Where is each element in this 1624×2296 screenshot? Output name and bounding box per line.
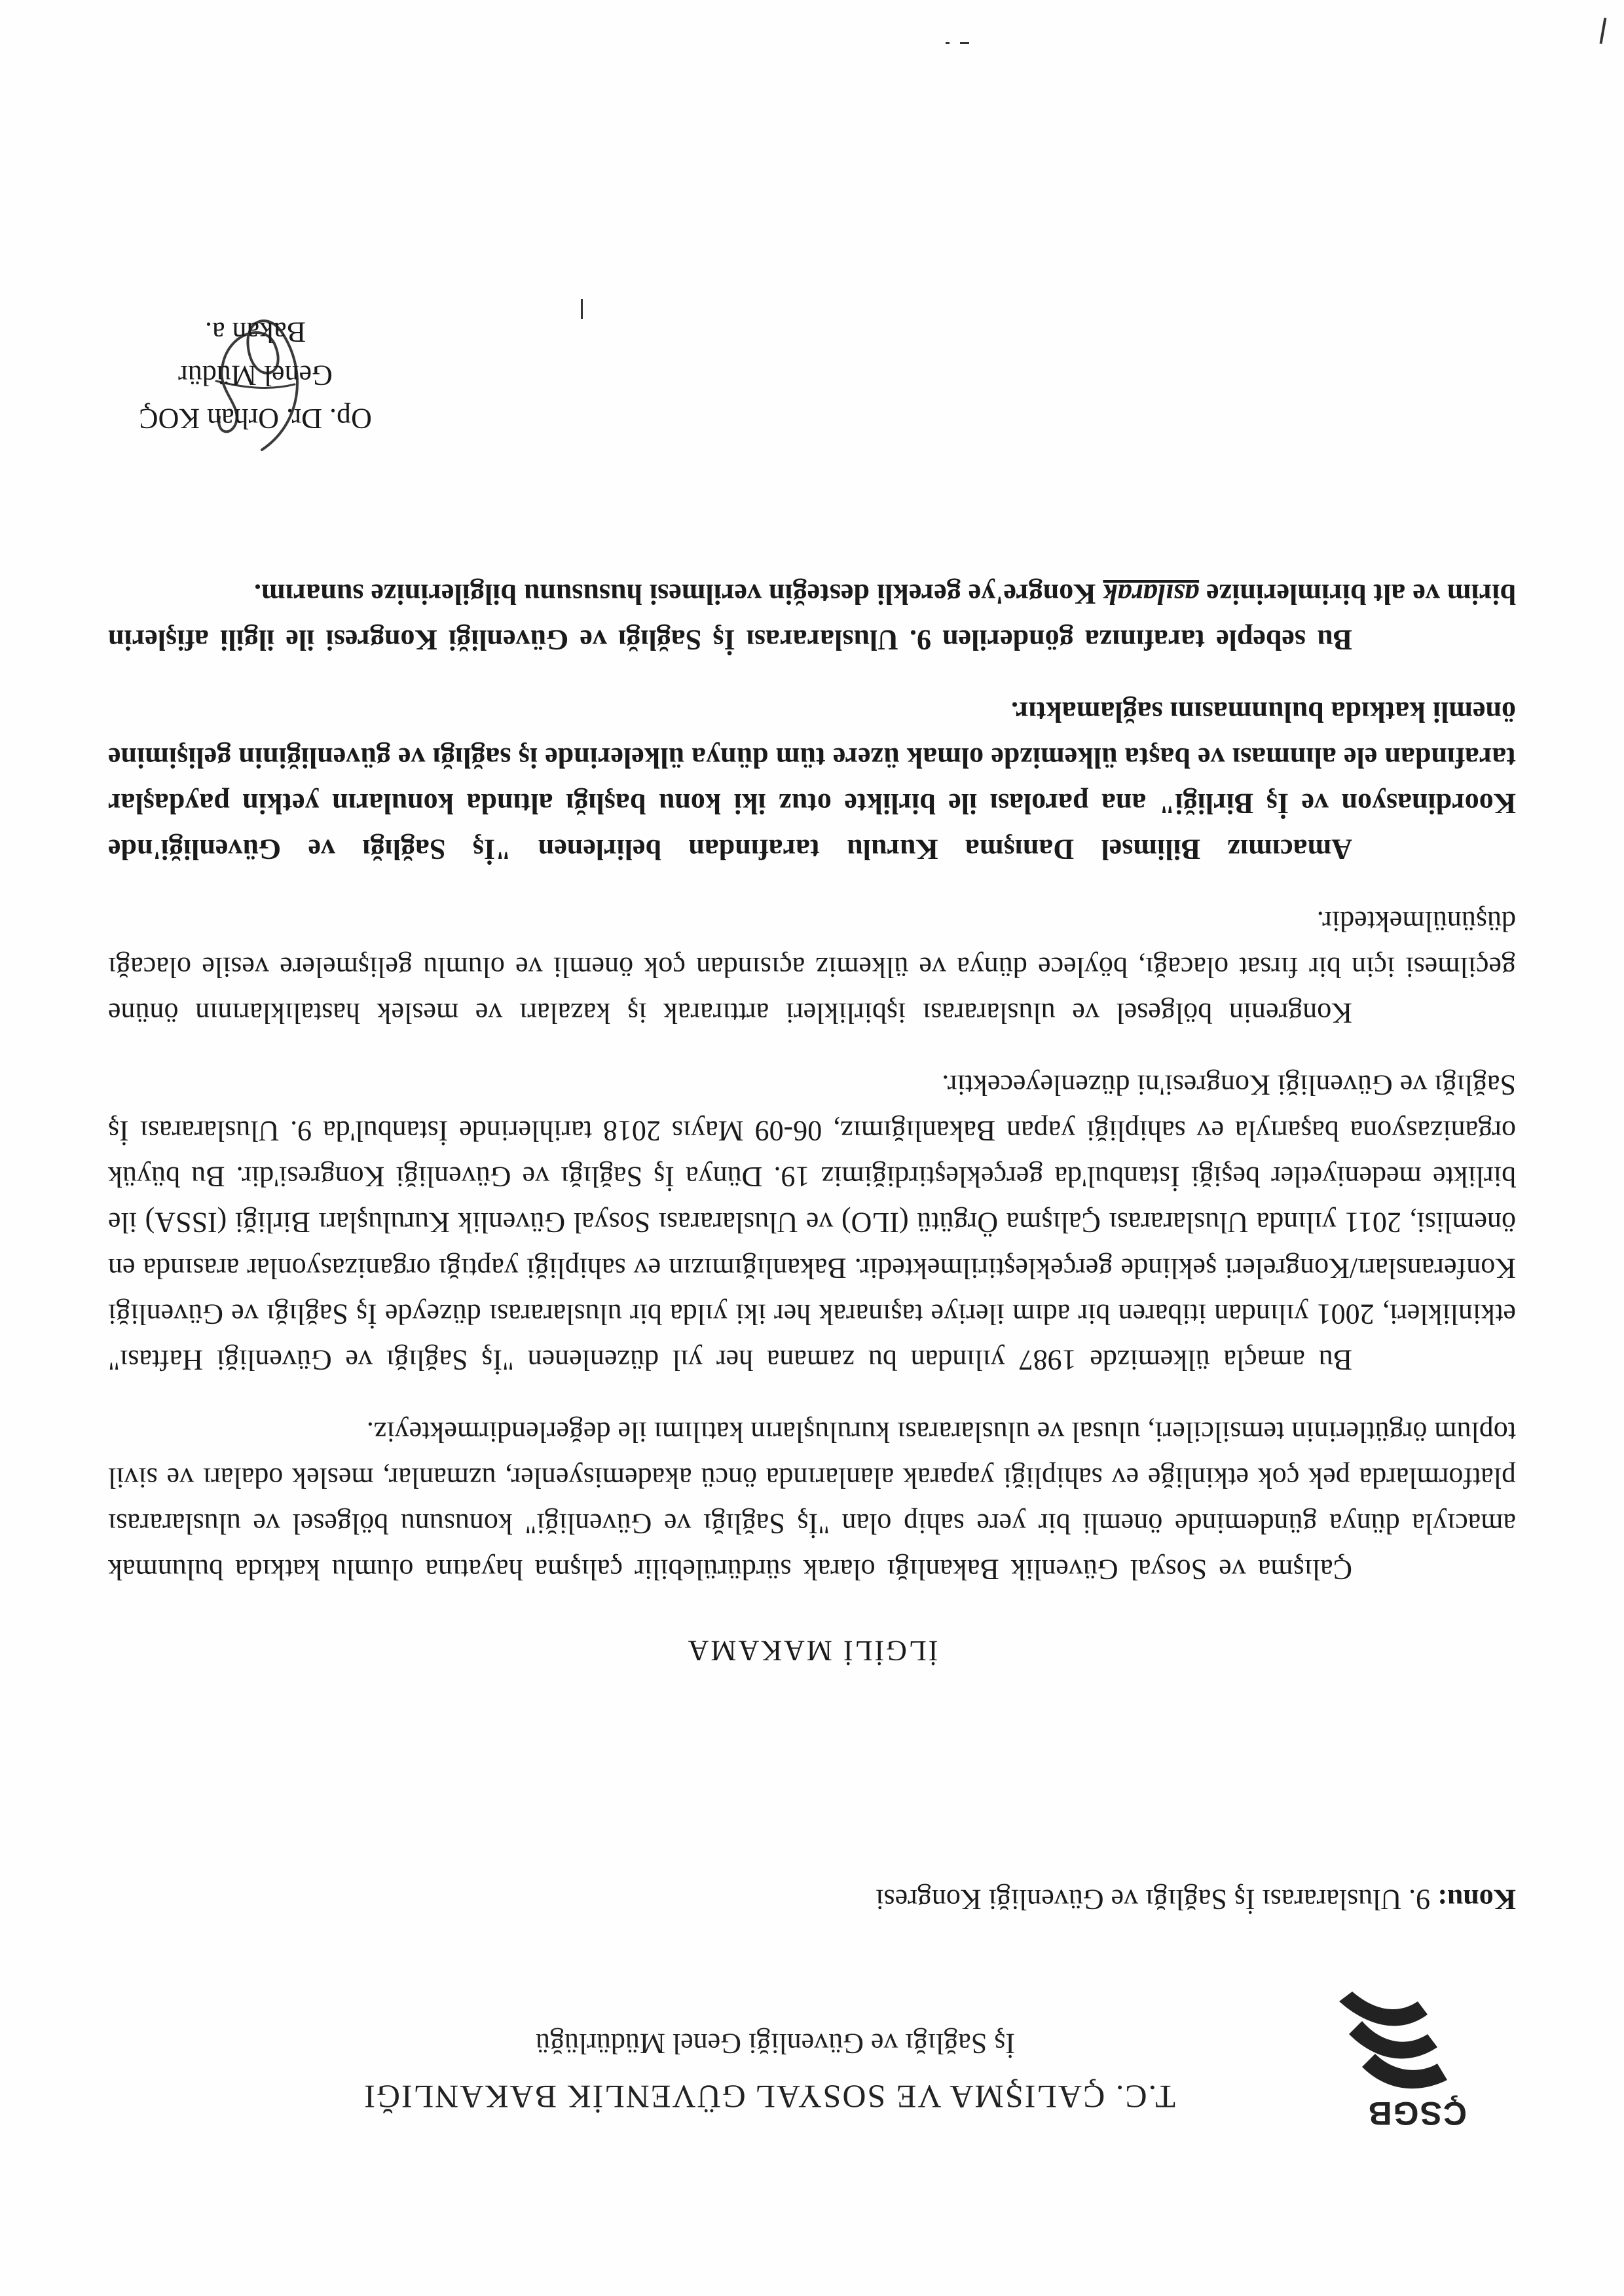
csgb-logo — [1310, 1988, 1473, 2132]
scan-artifact-tick — [581, 299, 583, 319]
body-paragraph-congress-goal: Kongrenin bölgesel ve uluslararası işbirlikleri arttırarak iş kazaları ve meslek hastalıklarının önüne geçilmesi için bir fırsat olacağı, böylece dünya ve ülkemiz açısından çok önemli ve olumlu gelişmelere vesile olacağı düşünülmektedir. — [108, 905, 1516, 1029]
logo-wordmark: ÇSGB — [1367, 2095, 1467, 2132]
letter-body — [108, 545, 1516, 1592]
body-paragraph-history: Bu amaçla ülkemizde 1987 yılından bu zamana her yıl düzenlenen "İş Sağlığı ve Güvenliği Haftası" etkinlikleri, 2001 yılından itibaren bir adım ileriye taşınarak her iki yılda bir uluslararası düzeyde İş Sağlığı ve Güvenliği Konferansları/Kongreleri şeklinde gerçekleştirilmektedir. Bakanlığımızın ev sahipliği yaptığı organizasyonlar arasında en önemlisi, 2011 yılında Uluslararası Çalışma Örgütü (ILO) ve Uluslararası Sosyal Güvenlik Kuruluşları Birliği (ISSA) ile birlikte medeniyetler beşiği İstanbul'da gerçekleştirdiğimiz 19. Dünya İş Sağlığı ve Güvenliği Kongresi'dir. Bu büyük organizasyona başarıyla ev sahipliği yapan Bakanlığımız, 06-09 Mayıs 2018 tarihlerinde İstanbul'da 9. Uluslararası İş Sağlığı ve Güvenliği Kongresi'ni düzenleyecektir. — [108, 1069, 1516, 1376]
body-paragraph-aim: Amacımız Bilimsel Danışma Kurulu tarafından belirlenen "İş Sağlığı ve Güvenliği'nde Koordinasyon ve İş Birliği" ana parolası ile birlikte otuz iki konu başlığı altında konuların yetkin paydaşlar tarafından ele alınması ve başta ülkemizde olmak üzere tüm dünya ülkelerinde iş sağlığı ve güvenliğinin gelişimine önemli katkıda bulunmasını sağlamaktır. — [108, 696, 1516, 866]
directorate-name: İş Sağlığı ve Güvenliği Genel Müdürlüğü — [535, 2028, 1015, 2060]
ministry-title: T.C. ÇALIŞMA VE SOSYAL GÜVENLİK BAKANLIĞI — [363, 2079, 1175, 2115]
scan-artifact-mark — [1600, 18, 1607, 44]
addressee-heading: İLGİLİ MAKAMA — [686, 1635, 938, 1667]
body-paragraph-intro: Çalışma ve Sosyal Güvenlik Bakanlığı olarak sürdürülebilir çalışma hayatına olumlu katkıda bulunmak amacıyla dünya gündeminde önemli bir yere sahip olan "İş Sağlığı ve Güvenliği" konusunu bölgesel ve uluslararası platformlarda pek çok etkinliğe ev sahipliği yaparak alanlarında öncü akademisyenler, uzmanlar, meslek odaları ve sivil toplum örgütlerinin temsilcileri, ulusal ve uluslararası kuruluşların katılımı ile değerlendirmekteyiz. — [108, 1416, 1516, 1586]
signatory-role: Bakan a. — [205, 316, 306, 348]
body-paragraph-request — [108, 571, 1516, 663]
signatory-title: Genel Müdür — [178, 359, 333, 392]
scan-artifact-dash-2 — [946, 42, 950, 44]
request-text-end: Kongre'ye gerekli desteğin verilmesi hususunu bilgilerinize sunarım. — [254, 578, 1096, 610]
request-text-start: Bu sebeple tarafınıza gönderilen 9. Uluslararası İş Sağlığı ve Güvenliği Kongresi ile ilgili afişlerin birim ve alt birimlerinize — [108, 578, 1516, 656]
signature-block — [111, 310, 399, 440]
subject-label: Konu: — [1437, 1884, 1516, 1916]
scan-artifact-dash — [960, 42, 969, 44]
subject-text: 9. Uluslararası İş Sağlığı ve Güvenliği Kongresi — [876, 1884, 1431, 1916]
request-emphasis: asılarak — [1103, 578, 1200, 610]
letterhead — [98, 1962, 1473, 2132]
subject-line — [876, 1883, 1516, 1916]
signatory-name: Op. Dr. Orhan KOÇ — [139, 403, 372, 435]
